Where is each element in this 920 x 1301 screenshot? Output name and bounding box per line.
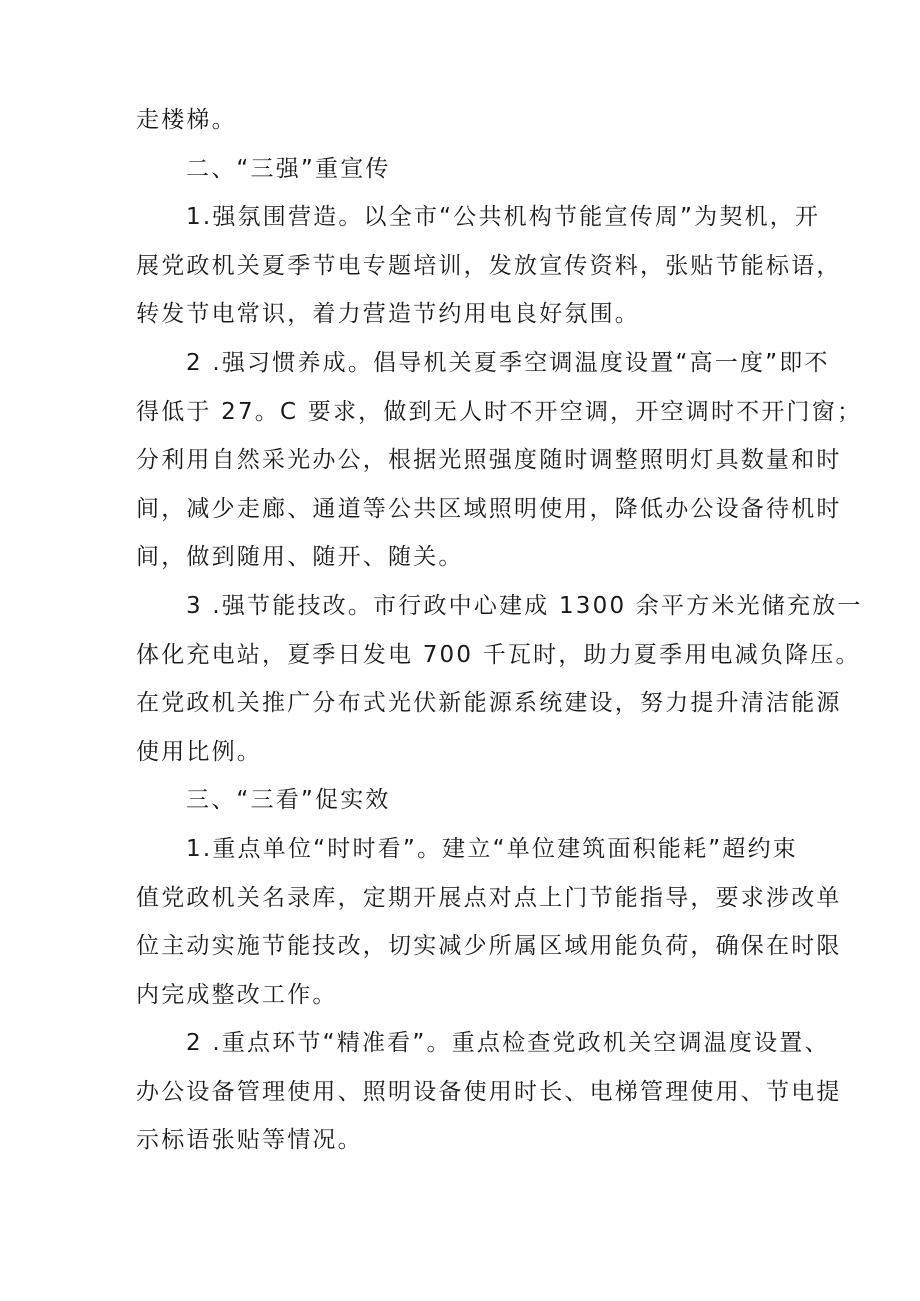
text-line: 转发节电常识，着力营造节约用电良好氛围。	[136, 301, 640, 328]
text-line: 值党政机关名录库，定期开展点对点上门节能指导，要求涉改单	[136, 884, 842, 911]
paragraph-atmosphere	[136, 193, 842, 339]
text-line: 间，做到随用、随开、随关。	[136, 544, 464, 571]
section-heading-two	[136, 145, 796, 194]
text-line: 分利用自然采光办公，根据光照强度随时调整照明灯具数量和时	[136, 447, 842, 474]
text-line: 3 .强节能技改。市行政中心建成 1300 余平方米光储充放一	[186, 592, 863, 619]
text-line: 走楼梯。	[136, 107, 237, 133]
text-line: 内完成整改工作。	[136, 981, 338, 1008]
text-line: 使用比例。	[136, 738, 262, 765]
section-heading-three	[136, 776, 796, 825]
text-line: 体化充电站，夏季日发电 700 千瓦时，助力夏季用电减负降压。	[136, 641, 861, 668]
text-line: 2 .重点环节“精准看”。重点检查党政机关空调温度设置、	[186, 1030, 830, 1057]
paragraph-key-links	[136, 1019, 842, 1165]
text-line: 位主动实施节能技改，切实减少所属区域用能负荷，确保在时限	[136, 933, 842, 960]
text-line: 1.强氛围营造。以全市“公共机构节能宣传周”为契机，开	[186, 204, 821, 231]
paragraph-habits	[136, 339, 863, 582]
paragraph-continuation	[136, 96, 796, 145]
text-line: 2 .强习惯养成。倡导机关夏季空调温度设置“高一度”即不	[186, 349, 830, 376]
text-line: 三、“三看”促实效	[186, 787, 391, 814]
text-line: 展党政机关夏季节电专题培训，发放宣传资料，张贴节能标语，	[136, 252, 842, 279]
text-line: 在党政机关推广分布式光伏新能源系统建设，努力提升清洁能源	[136, 690, 842, 717]
text-line: 得低于 27。C 要求，做到无人时不开空调，开空调时不开门窗；	[136, 398, 863, 425]
paragraph-key-units	[136, 825, 842, 1019]
paragraph-retrofit	[136, 582, 863, 776]
text-line: 1.重点单位“时时看”。建立“单位建筑面积能耗”超约束	[186, 835, 799, 862]
text-line: 办公设备管理使用、照明设备使用时长、电梯管理使用、节电提	[136, 1078, 842, 1105]
text-line: 示标语张贴等情况。	[136, 1127, 363, 1154]
document-body	[136, 96, 863, 1165]
text-line: 间，减少走廊、通道等公共区域照明使用，降低办公设备待机时	[136, 495, 842, 522]
text-line: 二、“三强”重宣传	[186, 155, 391, 182]
